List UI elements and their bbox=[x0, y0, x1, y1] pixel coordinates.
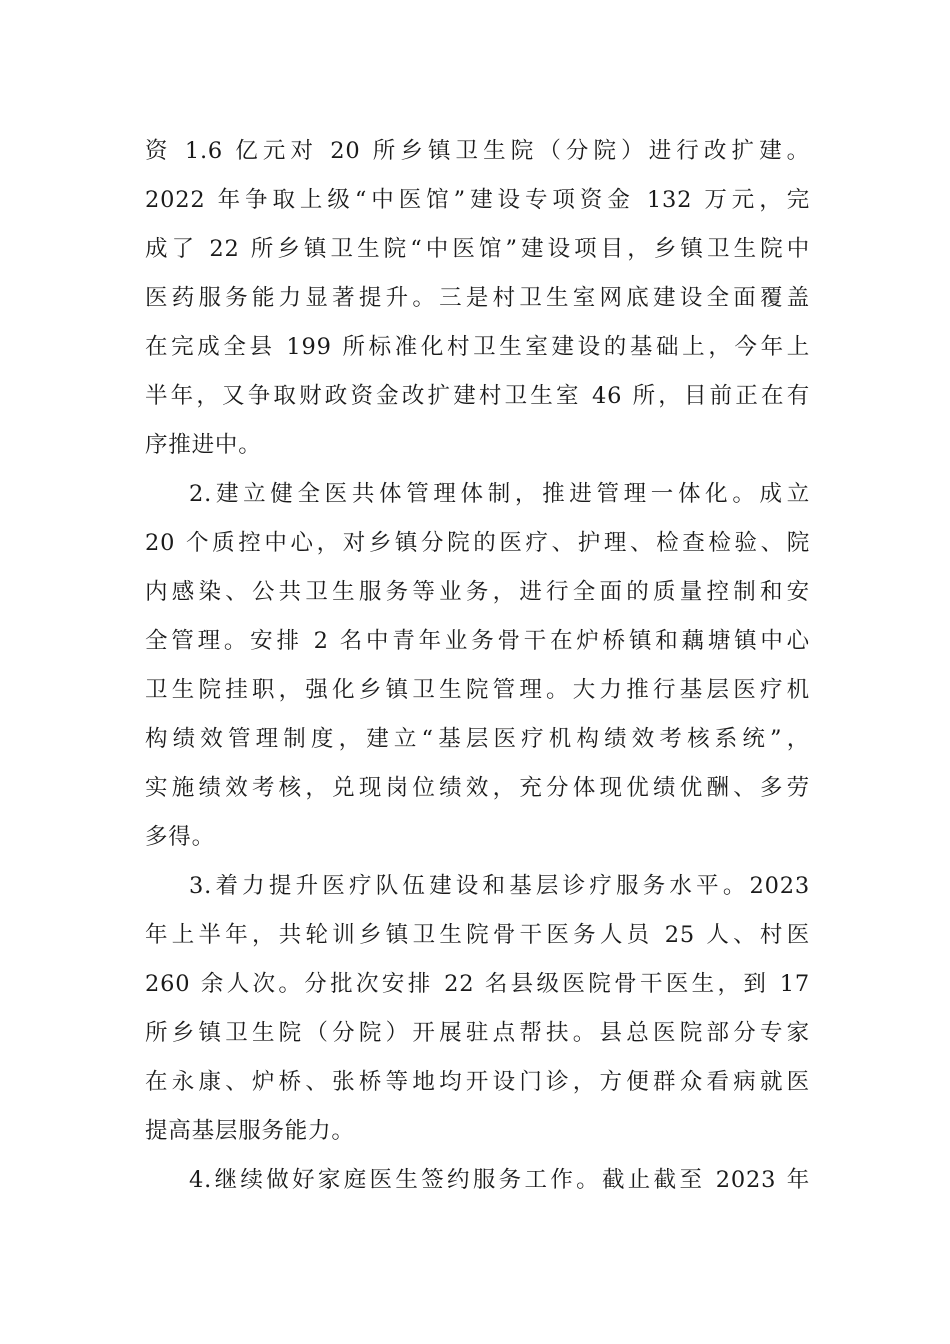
text-line: 全管理。安排 2 名中青年业务骨干在炉桥镇和藕塘镇中心 bbox=[145, 628, 810, 654]
text-line: 实施绩效考核，兑现岗位绩效，充分体现优绩优酬、多劳 bbox=[145, 775, 810, 801]
text-line: 资 1.6 亿元对 20 所乡镇卫生院（分院）进行改扩建。 bbox=[145, 138, 810, 164]
text-line: 半年，又争取财政资金改扩建村卫生室 46 所，目前正在有 bbox=[145, 383, 810, 409]
text-line: 序推进中。 bbox=[145, 432, 262, 458]
text-line: 成了 22 所乡镇卫生院“中医馆”建设项目，乡镇卫生院中 bbox=[145, 236, 810, 262]
text-line: 提高基层服务能力。 bbox=[145, 1118, 355, 1144]
text-line: 2.建立健全医共体管理体制，推进管理一体化。成立 bbox=[189, 481, 810, 507]
text-line: 4.继续做好家庭医生签约服务工作。截止截至 2023 年 bbox=[189, 1167, 810, 1193]
text-line: 在完成全县 199 所标准化村卫生室建设的基础上，今年上 bbox=[145, 334, 810, 360]
text-line: 20 个质控中心，对乡镇分院的医疗、护理、检查检验、院 bbox=[145, 530, 810, 556]
text-line: 年上半年，共轮训乡镇卫生院骨干医务人员 25 人、村医 bbox=[145, 922, 810, 948]
text-line: 构绩效管理制度，建立“基层医疗机构绩效考核系统”， bbox=[145, 726, 810, 752]
body-text bbox=[145, 127, 810, 1205]
text-line: 多得。 bbox=[145, 824, 215, 850]
text-line: 内感染、公共卫生服务等业务，进行全面的质量控制和安 bbox=[145, 579, 810, 605]
text-line: 2022 年争取上级“中医馆”建设专项资金 132 万元，完 bbox=[145, 187, 810, 213]
text-line: 卫生院挂职，强化乡镇卫生院管理。大力推行基层医疗机 bbox=[145, 677, 810, 703]
text-line: 在永康、炉桥、张桥等地均开设门诊，方便群众看病就医 bbox=[145, 1069, 810, 1095]
text-line: 所乡镇卫生院（分院）开展驻点帮扶。县总医院部分专家 bbox=[145, 1020, 810, 1046]
text-line: 260 余人次。分批次安排 22 名县级医院骨干医生，到 17 bbox=[145, 971, 810, 997]
text-line: 3.着力提升医疗队伍建设和基层诊疗服务水平。2023 bbox=[189, 873, 810, 899]
text-line: 医药服务能力显著提升。三是村卫生室网底建设全面覆盖 bbox=[145, 285, 810, 311]
